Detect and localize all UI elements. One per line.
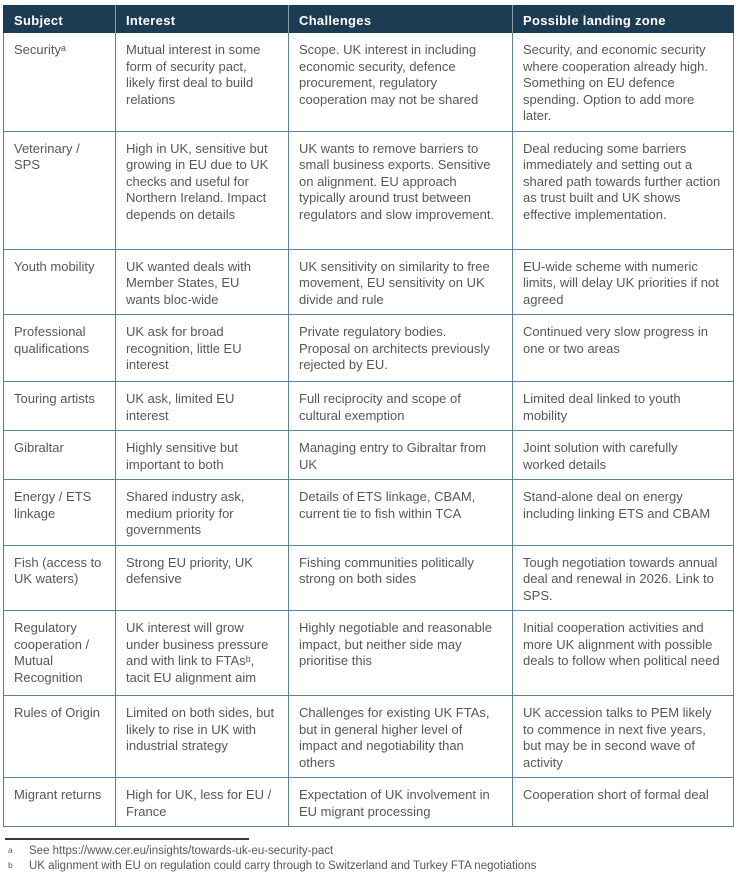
table-row-rules-of-origin bbox=[3, 696, 734, 778]
cell-landing-zone: Security, and economic security where cooperation already high. Something on EU defence spending. Option to add more later. bbox=[512, 33, 734, 132]
cell-landing-zone: Limited deal linked to youth mobility bbox=[512, 382, 734, 431]
cell-interest: High in UK, sensitive but growing in EU due to UK checks and useful for Northern Ireland. Impact depends on details bbox=[115, 132, 288, 250]
cell-challenges: Full reciprocity and scope of cultural exemption bbox=[288, 382, 512, 431]
column-header-challenges: Challenges bbox=[288, 5, 512, 33]
footnote-marker: b bbox=[5, 858, 29, 873]
table-row-security bbox=[3, 33, 734, 132]
footnote-text: See https://www.cer.eu/insights/towards-uk-eu-security-pact bbox=[29, 844, 734, 859]
cell-interest: Highly sensitive but important to both bbox=[115, 431, 288, 480]
cell-subject: Gibraltar bbox=[3, 431, 115, 480]
footnotes bbox=[3, 838, 734, 873]
table-row-veterinary-sps bbox=[3, 132, 734, 250]
cell-challenges: Scope. UK interest in including economic security, defence procurement, regulatory cooperation may not be shared bbox=[288, 33, 512, 132]
cell-landing-zone: UK accession talks to PEM likely to commence in next five years, but may be in second wave of activity bbox=[512, 696, 734, 778]
table-row-professional-qualifications bbox=[3, 315, 734, 382]
cell-challenges: Details of ETS linkage, CBAM, current tie to fish within TCA bbox=[288, 480, 512, 546]
header-row bbox=[3, 5, 734, 33]
table-row-migrant-returns bbox=[3, 778, 734, 827]
column-header-interest: Interest bbox=[115, 5, 288, 33]
table-row-youth-mobility bbox=[3, 250, 734, 316]
cell-landing-zone: Initial cooperation activities and more UK alignment with possible deals to follow when political need bbox=[512, 611, 734, 696]
cell-subject: Professional qualifications bbox=[3, 315, 115, 382]
cell-challenges: UK wants to remove barriers to small business exports. Sensitive on alignment. EU approach typically around trust between regulators and slow improvement. bbox=[288, 132, 512, 250]
cell-interest: Limited on both sides, but likely to rise in UK with industrial strategy bbox=[115, 696, 288, 778]
cell-subject: Securityᵃ bbox=[3, 33, 115, 132]
cell-subject: Rules of Origin bbox=[3, 696, 115, 778]
column-header-landing-zone: Possible landing zone bbox=[512, 5, 734, 33]
cell-landing-zone: Tough negotiation towards annual deal and renewal in 2026. Link to SPS. bbox=[512, 546, 734, 612]
cell-interest: UK interest will grow under business pressure and with link to FTAsᵇ, tacit EU alignment aim bbox=[115, 611, 288, 696]
cell-interest: High for UK, less for EU / France bbox=[115, 778, 288, 827]
table-body bbox=[3, 33, 734, 827]
cell-landing-zone: Deal reducing some barriers immediately and setting out a shared path towards further action as trust built and UK shows effective implementation. bbox=[512, 132, 734, 250]
cell-subject: Migrant returns bbox=[3, 778, 115, 827]
cell-challenges: Private regulatory bodies. Proposal on architects previously rejected by EU. bbox=[288, 315, 512, 382]
cell-interest: UK ask, limited EU interest bbox=[115, 382, 288, 431]
cell-landing-zone: Cooperation short of formal deal bbox=[512, 778, 734, 827]
footnote-a bbox=[5, 844, 734, 859]
cell-challenges: Expectation of UK involvement in EU migrant processing bbox=[288, 778, 512, 827]
cell-landing-zone: EU-wide scheme with numeric limits, will delay UK priorities if not agreed bbox=[512, 250, 734, 316]
cell-challenges: Fishing communities politically strong on both sides bbox=[288, 546, 512, 612]
column-header-subject: Subject bbox=[3, 5, 115, 33]
cell-landing-zone: Joint solution with carefully worked details bbox=[512, 431, 734, 480]
cell-interest: Mutual interest in some form of security pact, likely first deal to build relations bbox=[115, 33, 288, 132]
cell-interest: UK wanted deals with Member States, EU wants bloc-wide bbox=[115, 250, 288, 316]
cell-landing-zone: Continued very slow progress in one or two areas bbox=[512, 315, 734, 382]
cell-subject: Touring artists bbox=[3, 382, 115, 431]
table-row-touring-artists bbox=[3, 382, 734, 431]
table-row-regulatory-cooperation bbox=[3, 611, 734, 696]
cell-subject: Fish (access to UK waters) bbox=[3, 546, 115, 612]
table-row-fish bbox=[3, 546, 734, 612]
cell-challenges: UK sensitivity on similarity to free movement, EU sensitivity on UK divide and rule bbox=[288, 250, 512, 316]
table-row-energy-ets-linkage bbox=[3, 480, 734, 546]
footnote-text: UK alignment with EU on regulation could carry through to Switzerland and Turkey FTA negotiations bbox=[29, 859, 734, 873]
table-row-gibraltar bbox=[3, 431, 734, 480]
footnote-b bbox=[5, 859, 734, 873]
cell-subject: Energy / ETS linkage bbox=[3, 480, 115, 546]
cell-subject: Regulatory cooperation / Mutual Recognition bbox=[3, 611, 115, 696]
cell-subject: Veterinary / SPS bbox=[3, 132, 115, 250]
cell-interest: Shared industry ask, medium priority for governments bbox=[115, 480, 288, 546]
table-header bbox=[3, 5, 734, 33]
cell-subject: Youth mobility bbox=[3, 250, 115, 316]
cell-interest: UK ask for broad recognition, little EU interest bbox=[115, 315, 288, 382]
cell-landing-zone: Stand-alone deal on energy including linking ETS and CBAM bbox=[512, 480, 734, 546]
cell-interest: Strong EU priority, UK defensive bbox=[115, 546, 288, 612]
cell-challenges: Highly negotiable and reasonable impact, but neither side may prioritise this bbox=[288, 611, 512, 696]
cell-challenges: Challenges for existing UK FTAs, but in general higher level of impact and negotiability than others bbox=[288, 696, 512, 778]
uk-eu-negotiation-table bbox=[3, 5, 734, 827]
footnote-marker: a bbox=[5, 843, 29, 858]
cell-challenges: Managing entry to Gibraltar from UK bbox=[288, 431, 512, 480]
footnote-divider bbox=[5, 838, 249, 840]
